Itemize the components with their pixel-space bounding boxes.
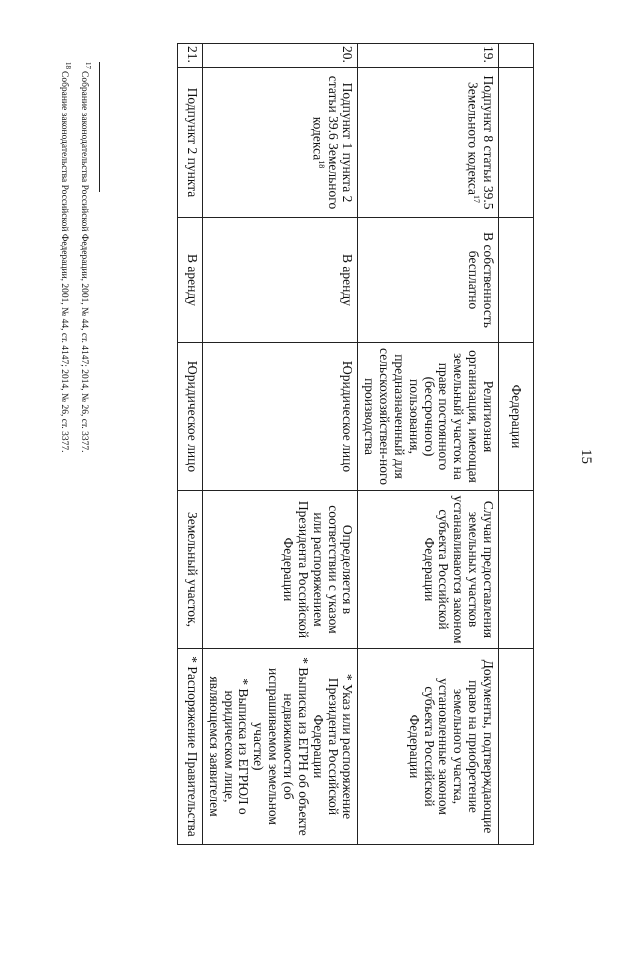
top-fragment-cell: Федерации [499, 343, 534, 491]
documents-cell: * Распоряжение Правительства [177, 649, 202, 845]
right-cell: В аренду [202, 218, 357, 343]
table-row [358, 44, 499, 845]
applicant-cell: Юридическое лицо [177, 343, 202, 491]
table-row [499, 44, 534, 845]
basis-cell: Подпункт 1 пункта 2 статьи 39.6 Земельного кодекса$^{18}$ [202, 68, 357, 218]
basis-cell: Подпункт 8 статьи 39.5 Земельного кодекса$^{17}$ [358, 68, 499, 218]
page-number: 15 [578, 449, 594, 464]
document-table-rotated [140, 43, 534, 844]
object-cell: Определяется в соответствии с указом или распоряжением Президента Российской Федерации [202, 491, 357, 649]
applicant-cell: Юридическое лицо [202, 343, 357, 491]
footnote: $^{17}$Собрание законодательства Российской Федерации, 2001, № 44, ст. 4147; 2014, № 26, ст. 3377. [78, 62, 92, 453]
right-cell: В собственность бесплатно [358, 218, 499, 343]
row-number: 20. [202, 44, 357, 68]
footnote-ref[interactable]: 18 [316, 160, 326, 169]
footnote-ref[interactable]: 17 [472, 194, 482, 203]
documents-cell: * Указ или распоряжение Президента Российской Федерации * Выписка из ЕГРН об объекте недвижимости (об испрашиваемом земельном участке) * Выписка из ЕГРЮЛ о юридическом лице, являющемся заявителем [202, 649, 357, 845]
footnotes [56, 62, 100, 967]
footnote: $^{18}$Собрание законодательства Российской Федерации, 2001, № 44, ст. 4147; 2014, № 26, ст. 3377. [58, 62, 72, 453]
row-number: 21. [177, 44, 202, 68]
right-cell: В аренду [177, 218, 202, 343]
row-number: 19. [358, 44, 499, 68]
object-cell: Случаи предоставления земельных участков устанавливаются законом субъекта Российской Федерации [358, 491, 499, 649]
object-cell: Земельный участок, [177, 491, 202, 649]
footnote-divider [99, 62, 100, 192]
applicant-cell: Религиозная организация, имеющая земельный участок на праве постоянного (бессрочного) пользования, предназначенный для сельскохозяйствен-ного производства [358, 343, 499, 491]
documents-cell: Документы, подтверждающие право на приобретение земельного участка, установленные законом субъекта Российской Федерации [358, 649, 499, 845]
table-row [177, 44, 202, 845]
table-row [202, 44, 357, 845]
land-table [177, 43, 534, 845]
basis-cell: Подпункт 2 пункта [177, 68, 202, 218]
